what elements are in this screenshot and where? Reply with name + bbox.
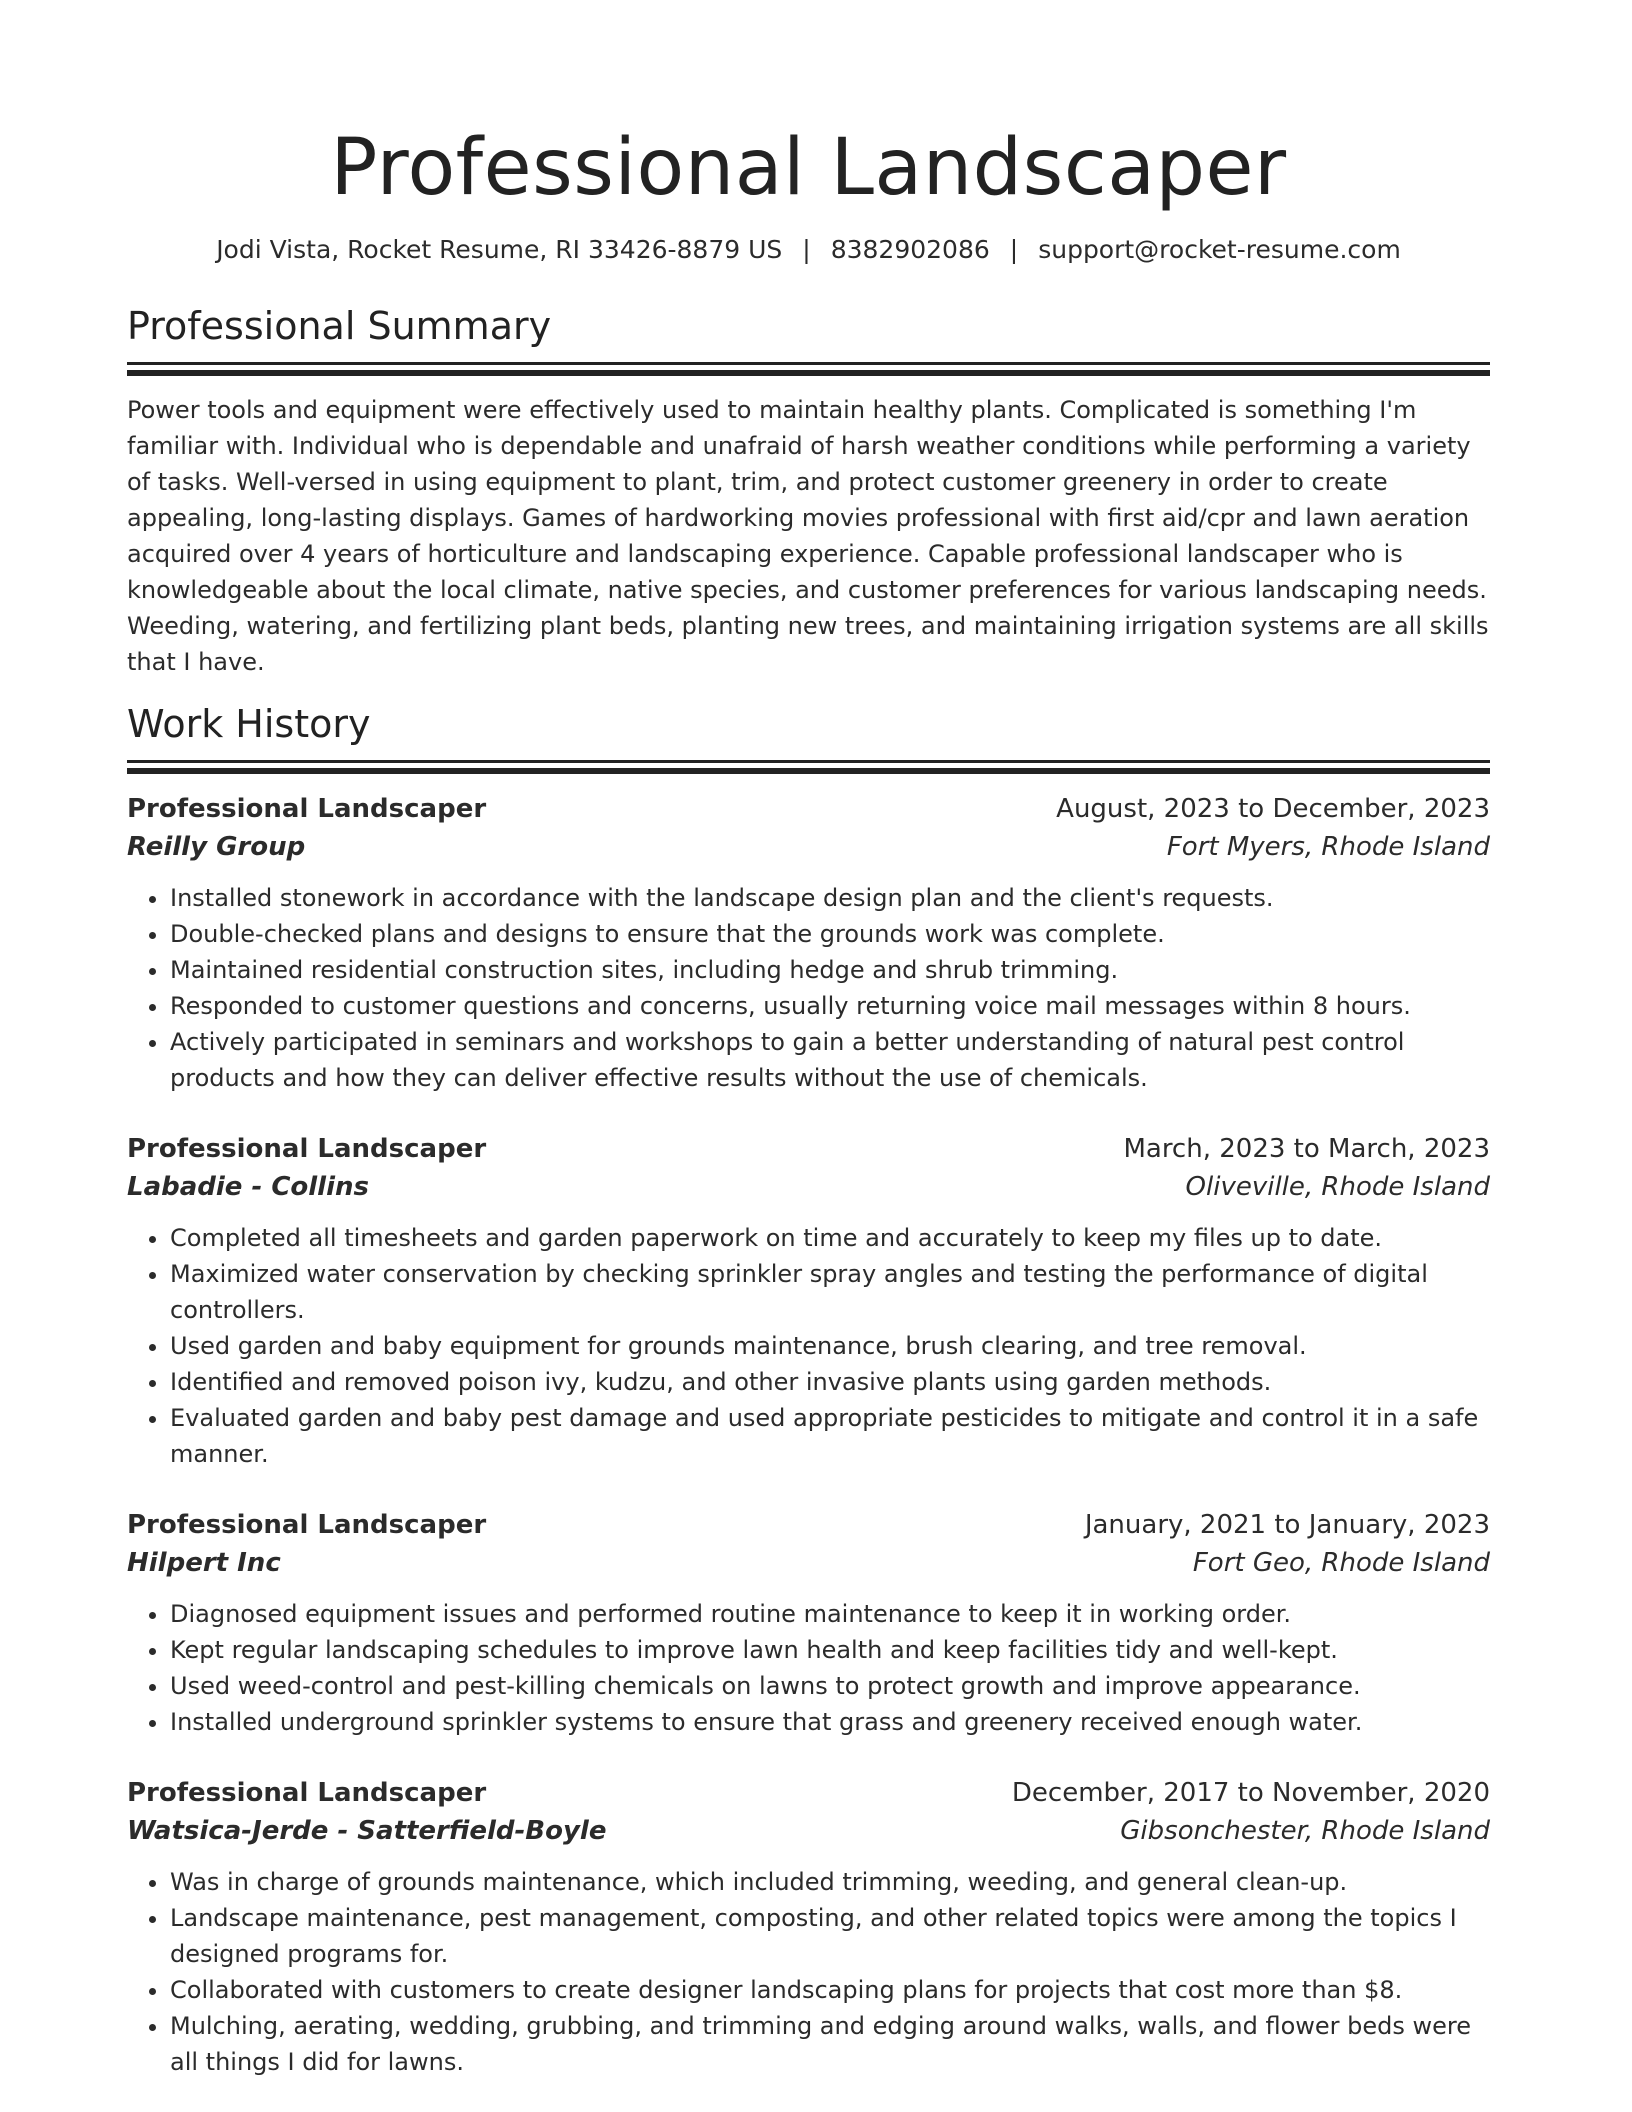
job-location: Oliveville, Rhode Island — [1185, 1172, 1490, 1202]
job-title-row — [127, 1130, 1490, 1168]
job-bullet: • Responded to customer questions and concerns, usually returning voice mail messages within 8 hours. — [170, 988, 1490, 1024]
contact-address: Jodi Vista, Rocket Resume, RI 33426-8879 US — [216, 235, 783, 264]
job-dates: August, 2023 to December, 2023 — [1056, 794, 1490, 824]
summary-section-title: Professional Summary — [127, 304, 552, 348]
contact-separator: | — [1009, 235, 1019, 264]
job-title: Professional Landscaper — [127, 1510, 487, 1540]
job-bullet: • Landscape maintenance, pest management, composting, and other related topics were among the topics I designed programs for. — [170, 1900, 1490, 1972]
job-bullet-list — [127, 880, 1490, 1096]
job-title: Professional Landscaper — [127, 794, 487, 824]
job-bullet: • Maintained residential construction sites, including hedge and shrub trimming. — [170, 952, 1490, 988]
section-divider-thick — [127, 370, 1490, 376]
job-location: Fort Geo, Rhode Island — [1192, 1548, 1490, 1578]
section-divider-thin — [127, 362, 1490, 365]
job-bullet: • Collaborated with customers to create designer landscaping plans for projects that cost more than $8. — [170, 1972, 1490, 2008]
work-history-section-title: Work History — [127, 702, 371, 746]
job-entry — [127, 1506, 1490, 1740]
job-bullet: • Kept regular landscaping schedules to improve lawn health and keep facilities tidy and well-kept. — [170, 1632, 1490, 1668]
job-company: Labadie - Collins — [127, 1172, 369, 1202]
job-bullet: • Evaluated garden and baby pest damage and used appropriate pesticides to mitigate and control it in a safe manner. — [170, 1400, 1490, 1472]
job-bullet: • Used garden and baby equipment for grounds maintenance, brush clearing, and tree removal. — [170, 1328, 1490, 1364]
section-divider-thick — [127, 768, 1490, 774]
job-entry — [127, 1130, 1490, 1472]
contact-email: support@rocket-resume.com — [1038, 235, 1401, 264]
job-location: Fort Myers, Rhode Island — [1166, 832, 1490, 862]
job-dates: March, 2023 to March, 2023 — [1123, 1134, 1490, 1164]
job-bullet: • Maximized water conservation by checking sprinkler spray angles and testing the performance of digital controllers. — [170, 1256, 1490, 1328]
job-location: Gibsonchester, Rhode Island — [1120, 1816, 1490, 1846]
job-dates: December, 2017 to November, 2020 — [1011, 1778, 1490, 1808]
contact-separator: | — [802, 235, 811, 264]
job-title-row — [127, 1506, 1490, 1544]
job-bullet: • Was in charge of grounds maintenance, which included trimming, weeding, and general clean-up. — [170, 1864, 1490, 1900]
job-company-row — [127, 828, 1490, 866]
job-bullet-list — [127, 1220, 1490, 1472]
job-bullet: • Double-checked plans and designs to ensure that the grounds work was complete. — [170, 916, 1490, 952]
job-bullet: • Completed all timesheets and garden paperwork on time and accurately to keep my files up to date. — [170, 1220, 1490, 1256]
job-bullet: • Installed stonework in accordance with the landscape design plan and the client's requests. — [170, 880, 1490, 916]
job-bullet-list — [127, 1864, 1490, 2080]
job-company-row — [127, 1812, 1490, 1850]
job-company-row — [127, 1168, 1490, 1206]
job-bullet: • Installed underground sprinkler systems to ensure that grass and greenery received enough water. — [170, 1704, 1490, 1740]
job-company: Watsica-Jerde - Satterfield-Boyle — [127, 1816, 607, 1846]
contact-phone: 8382902086 — [830, 235, 990, 264]
job-title: Professional Landscaper — [127, 1134, 487, 1164]
job-company-row — [127, 1544, 1490, 1582]
job-title-row — [127, 790, 1490, 828]
job-bullet: • Diagnosed equipment issues and performed routine maintenance to keep it in working order. — [170, 1596, 1490, 1632]
job-title: Professional Landscaper — [127, 1778, 487, 1808]
job-dates: January, 2021 to January, 2023 — [1084, 1510, 1490, 1540]
job-company: Reilly Group — [127, 832, 306, 862]
job-company: Hilpert Inc — [127, 1548, 281, 1578]
job-title-row — [127, 1774, 1490, 1812]
job-bullet: • Mulching, aerating, wedding, grubbing, and trimming and edging around walks, walls, and flower beds were all things I did for lawns. — [170, 2008, 1490, 2080]
job-entry — [127, 790, 1490, 1096]
job-bullet: • Actively participated in seminars and workshops to gain a better understanding of natural pest control products and how they can deliver effective results without the use of chemicals. — [170, 1024, 1490, 1096]
job-bullet-list — [127, 1596, 1490, 1740]
resume-name-heading: Professional Landscaper — [330, 123, 1287, 213]
job-bullet: • Used weed-control and pest-killing chemicals on lawns to protect growth and improve appearance. — [170, 1668, 1490, 1704]
job-bullet: • Identified and removed poison ivy, kudzu, and other invasive plants using garden methods. — [170, 1364, 1490, 1400]
summary-paragraph: Power tools and equipment were effectively used to maintain healthy plants. Complicated is something I'm familiar with. Individual who is dependable and unafraid of harsh weather conditions while performing a variety of tasks. Well-versed in using equipment to plant, trim, and protect customer greenery in order to create appealing, long-lasting displays. Games of hardworking movies professional with first aid/cpr and lawn aeration acquired over 4 years of horticulture and landscaping experience. Capable professional landscaper who is knowledgeable about the local climate, native species, and customer preferences for various landscaping needs. Weeding, watering, and fertilizing plant beds, planting new trees, and maintaining irrigation systems are all skills that I have. — [127, 396, 1489, 676]
section-divider-thin — [127, 760, 1490, 763]
job-entry — [127, 1774, 1490, 2080]
job-list — [127, 790, 1490, 2080]
contact-line — [127, 234, 1490, 266]
resume-page — [127, 0, 1490, 2080]
